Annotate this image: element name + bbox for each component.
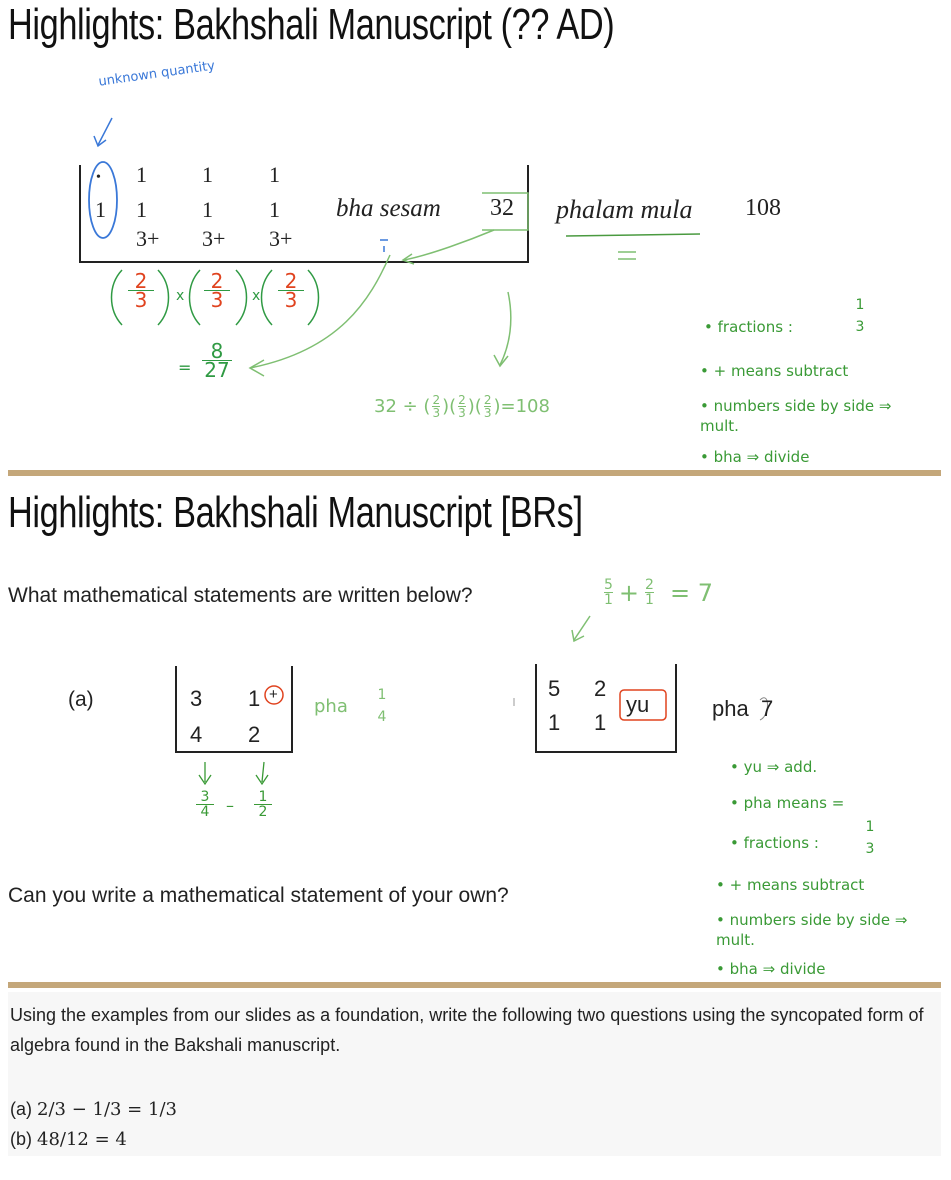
slide2-prompt: Can you write a mathematical statement of your own? — [8, 884, 509, 907]
below-a-f1: 3 4 — [196, 790, 214, 819]
box-b-r2c2: 1 — [594, 710, 607, 735]
manuscript-dot: • — [96, 170, 101, 185]
s2-note-yu: • yu ⇒ add. — [730, 758, 818, 776]
division-equation: 32 ÷ ( 2 3 )( 2 3 )( 2 3 )=108 — [374, 393, 550, 420]
equals-sign: = — [178, 358, 192, 377]
times-2: x — [252, 288, 261, 304]
box-b-yu: yu — [626, 692, 650, 717]
green-underline — [566, 234, 700, 236]
s2-note-fractions: • fractions : — [730, 834, 819, 852]
box-a-plus: + — [269, 686, 278, 703]
manuscript-r1c3: 1 — [269, 162, 280, 187]
result-fraction: 8 27 — [202, 342, 232, 379]
manuscript-r3c3: 3+ — [269, 226, 293, 251]
divider-2 — [8, 982, 941, 988]
slide2-drawing — [0, 480, 951, 800]
s2-note-pha: • pha means = — [730, 794, 845, 812]
unknown-quantity-annotation: unknown quantity — [97, 58, 216, 90]
fraction-2: 2 3 — [204, 272, 230, 309]
pha-seven: pha 7 — [712, 696, 774, 721]
fraction-1: 2 3 — [128, 272, 154, 309]
fraction-3: 2 3 — [278, 272, 304, 309]
times-1: x — [176, 288, 185, 304]
box-a-r2c1: 4 — [190, 722, 203, 747]
slide2-title: Highlights: Bakhshali Manuscript [BRs] — [8, 488, 583, 537]
s2-note-fraction: 1 3 — [865, 819, 875, 857]
slide2-question: What mathematical statements are written below? — [8, 584, 473, 607]
box-b-r2c1: 1 — [548, 710, 561, 735]
s2-note-divide: • bha ⇒ divide — [716, 960, 826, 978]
manuscript-r3c1: 3+ — [136, 226, 160, 251]
s2-note-mult: • numbers side by side ⇒ mult. — [716, 911, 908, 949]
handwritten-equation: 5 1 + 2 1 = 7 — [604, 577, 713, 608]
s2-note-subtract: • + means subtract — [716, 876, 865, 894]
assignment-item-b: (b) 48/12 = 4 — [10, 1129, 127, 1150]
manuscript-r1c2: 1 — [202, 162, 213, 187]
bha-sesam: bha sesam — [336, 195, 441, 222]
s1-note-subtract: • + means subtract — [700, 362, 849, 380]
green-arrow-1 — [404, 230, 494, 260]
manuscript-r2c1: 1 — [136, 197, 147, 222]
manuscript-r1c1: 1 — [136, 162, 147, 187]
result-108: 108 — [745, 195, 781, 221]
box-a-r1c2: 1 — [248, 686, 261, 711]
green-arrow-3 — [500, 292, 511, 365]
math-b: 48/12 = 4 — [37, 1129, 127, 1150]
s1-note-fractions: • fractions : — [704, 318, 793, 336]
s1-note-mult: • numbers side by side ⇒ mult. — [700, 397, 892, 435]
manuscript-r2c2: 1 — [202, 197, 213, 222]
math-a: 2/3 − 1/3 = 1/3 — [37, 1099, 177, 1120]
box-a-r2c2: 2 — [248, 722, 261, 747]
pha-note: pha — [314, 696, 348, 717]
manuscript-r3c2: 3+ — [202, 226, 226, 251]
box-a-r1c1: 3 — [190, 686, 203, 711]
box-b-r1c1: 5 — [548, 676, 561, 701]
label-a: (a) — [68, 688, 94, 711]
boxed-32: 32 — [490, 195, 514, 221]
green-equals — [618, 252, 636, 259]
assignment-text: Using the examples from our slides as a foundation, write the following two questions using the syncopated form of algebra found in the Bakshali manuscript. — [10, 1005, 924, 1055]
manuscript-r2c3: 1 — [269, 197, 280, 222]
s1-note-divide: • bha ⇒ divide — [700, 448, 810, 466]
assignment-box — [8, 992, 941, 1156]
divider-1 — [8, 470, 941, 476]
below-a-minus: – — [226, 796, 234, 815]
assignment-item-a: (a) 2/3 − 1/3 = 1/3 — [10, 1099, 177, 1120]
s1-note-fraction: 1 3 — [855, 297, 865, 335]
manuscript-left-one: 1 — [95, 197, 106, 222]
box-b-r1c2: 2 — [594, 676, 607, 701]
pha-fraction: 1 4 — [377, 687, 387, 725]
below-a-f2: 1 2 — [254, 790, 272, 819]
slide1-title: Highlights: Bakhshali Manuscript (?? AD) — [8, 0, 615, 49]
phalam-mula: phalam mula — [556, 195, 693, 224]
